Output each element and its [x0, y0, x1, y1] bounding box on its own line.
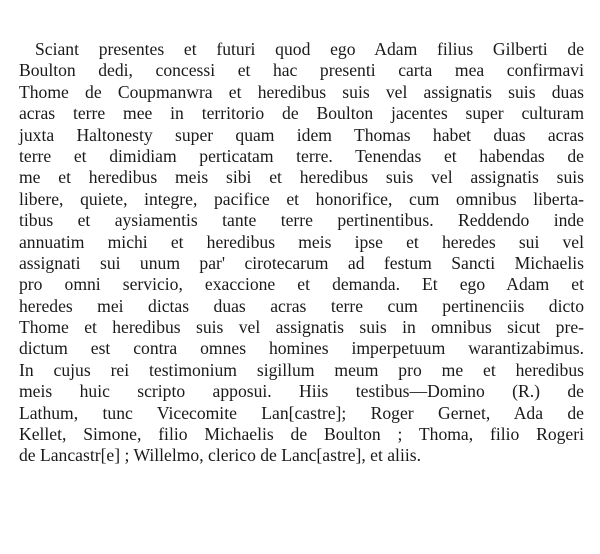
- charter-text: [19, 39, 584, 467]
- text-line: pro omni servicio, exaccione et demanda. Et ego Adam et: [19, 274, 584, 295]
- text-line: acras terre mee in territorio de Boulton jacentes super culturam: [19, 103, 584, 124]
- text-line: Boulton dedi, concessi et hac presenti carta mea confirmavi: [19, 60, 584, 81]
- text-line: Kellet, Simone, filio Michaelis de Boulton ; Thoma, filio Rogeri: [19, 424, 584, 445]
- text-line: assignati sui unum par' cirotecarum ad festum Sancti Michaelis: [19, 252, 584, 273]
- text-line: Thome de Coupmanwra et heredibus suis vel assignatis suis duas: [19, 81, 584, 102]
- text-line: heredes mei dictas duas acras terre cum pertinenciis dicto: [19, 295, 584, 316]
- text-line: Thome et heredibus suis vel assignatis suis in omnibus sicut pre-: [19, 317, 584, 338]
- text-line: dictum est contra omnes homines imperpetuum warantizabimus.: [19, 338, 584, 359]
- text-line: de Lancastr[e] ; Willelmo, clerico de Lanc[astre], et aliis.: [19, 445, 421, 466]
- text-line: Lathum, tunc Vicecomite Lan[castre]; Roger Gernet, Ada de: [19, 402, 584, 423]
- text-line: juxta Haltonesty super quam idem Thomas habet duas acras: [19, 124, 584, 145]
- text-line: meis huic scripto apposui. Hiis testibus—Domino (R.) de: [19, 381, 584, 402]
- text-line: In cujus rei testimonium sigillum meum pro me et heredibus: [19, 359, 584, 380]
- text-line: libere, quiete, integre, pacifice et honorifice, cum omnibus liberta-: [19, 188, 584, 209]
- text-line: terre et dimidiam perticatam terre. Tenendas et habendas de: [19, 145, 584, 166]
- text-line: Sciant presentes et futuri quod ego Adam filius Gilberti de: [35, 39, 584, 59]
- text-line: tibus et aysiamentis tante terre pertinentibus. Reddendo inde: [19, 210, 584, 231]
- text-line: me et heredibus meis sibi et heredibus suis vel assignatis suis: [19, 167, 584, 188]
- text-line: annuatim michi et heredibus meis ipse et heredes sui vel: [19, 231, 584, 252]
